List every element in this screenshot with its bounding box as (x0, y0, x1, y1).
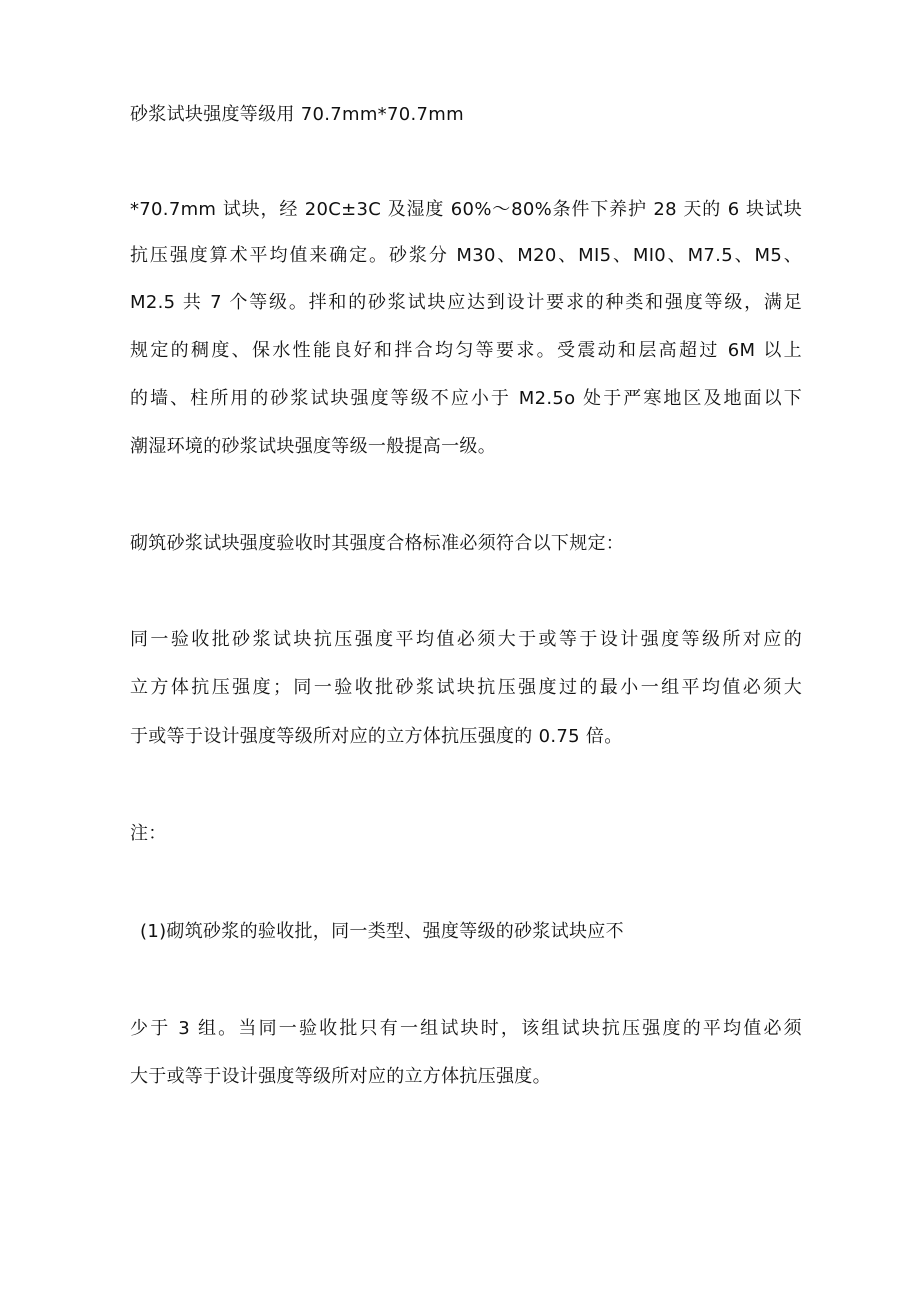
note-item-1: (1)砌筑砂浆的验收批，同一类型、强度等级的砂浆试块应不 (140, 921, 624, 942)
paragraph1-line5: 的墙、柱所用的砂浆试块强度等级不应小于 M2.5o 处于严寒地区及地面以下 (130, 388, 802, 409)
paragraph3-line3: 于或等于设计强度等级所对应的立方体抗压强度的 0.75 倍。 (130, 726, 623, 747)
paragraph1-line6: 潮湿环境的砂浆试块强度等级一般提高一级。 (130, 436, 496, 457)
paragraph4-line2: 大于或等于设计强度等级所对应的立方体抗压强度。 (130, 1066, 551, 1087)
paragraph3-line1: 同一验收批砂浆试块抗压强度平均值必须大于或等于设计强度等级所对应的 (130, 629, 802, 650)
paragraph1-line3: M2.5 共 7 个等级。拌和的砂浆试块应达到设计要求的种类和强度等级，满足 (130, 292, 802, 313)
paragraph3-line2: 立方体抗压强度；同一验收批砂浆试块抗压强度过的最小一组平均值必须大 (130, 677, 802, 698)
paragraph2: 砌筑砂浆试块强度验收时其强度合格标准必须符合以下规定： (130, 533, 625, 554)
note-label: 注： (130, 823, 167, 844)
paragraph4-line1: 少于 3 组。当同一验收批只有一组试块时，该组试块抗压强度的平均值必须 (130, 1018, 802, 1039)
paragraph1-line1: *70.7mm 试块，经 20C±3C 及湿度 60%～80%条件下养护 28 天的 6 块试块 (130, 199, 802, 220)
paragraph1-line4: 规定的稠度、保水性能良好和拌合均匀等要求。受震动和层高超过 6M 以上 (130, 340, 802, 361)
title-line: 砂浆试块强度等级用 70.7mm*70.7mm (130, 104, 464, 125)
paragraph1-line2: 抗压强度算术平均值来确定。砂浆分 M30、M20、MI5、MI0、M7.5、M5、 (130, 245, 802, 266)
